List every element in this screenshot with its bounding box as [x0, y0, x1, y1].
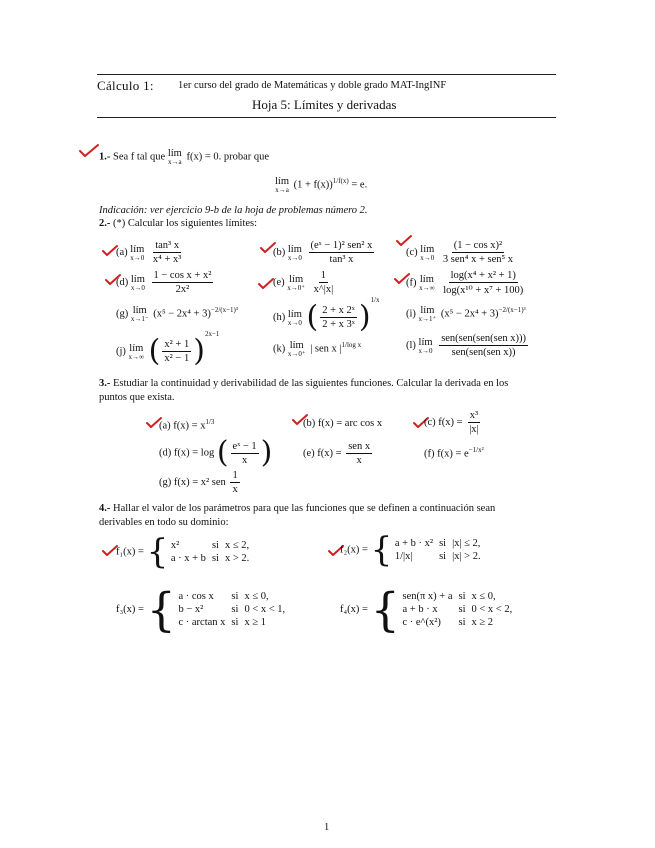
course-title: Cálculo 1: [97, 78, 154, 93]
exercise-1-label: 1.- [99, 151, 111, 163]
page-number: 1 [324, 822, 330, 833]
function-d: (d) f(x) = log ( $\frac{\text{eˣ − 1}}{x}$ ) [159, 435, 273, 470]
function-f: (f) $f(x) = e^{-1/x^2}$ [424, 446, 484, 460]
function-c: (c) f(x) = $\frac{\text{x³}}{|x|}$ [424, 410, 479, 435]
limit-i: (i) lím x→1⁺ $(x^5 - 2x^4 + 3)^{-2/(x-1)^3}$ [406, 305, 526, 323]
limit-h: (h) lím x→0 ( $\frac{\text{2 + x 2ˣ}}{\text{2 + x 3ˣ}}$ )$^{1/x}$ [273, 296, 380, 335]
limit-j: (j) lím x→∞ ( $\frac{\text{x² + 1}}{\text{x² − 1}}$ )$^{2x-1}$ [116, 330, 220, 369]
header-bottom-rule [97, 117, 556, 118]
exercise-1-condition: f(x) = 0. probar que [186, 151, 270, 163]
piecewise-f3: f₃(x) = { a · cos x si x ≤ 0, b − x² si 0 < x < 1, c · arctan x si x ≥ 1 [116, 582, 286, 637]
exercise-1-text: Sea f tal que [113, 151, 166, 163]
limit-a: (a) lím x→0 $\frac{\text{tan³ x}}{\text{x⁴ + x³}}$ [116, 240, 182, 265]
limit-b: (b) lím x→0 $\frac{\text{(eˣ − 1)² sen² x}}{\text{tan³ x}}$ [273, 240, 373, 265]
limit-e: (e) lím x→0⁺ $\frac{1}{x\^{}|x|}$ [273, 270, 334, 295]
exercise-1-hint: Indicación: ver ejercicio 9-b de la hoja de problemas número 2. [99, 205, 368, 216]
function-g: (g) f(x) = x² sen $\frac{1}{x}$ [159, 470, 238, 495]
limit-d: (d) lím x→0 $\frac{\text{1 − cos x + x²}}{\text{2x²}}$ [116, 270, 212, 295]
piecewise-f2: f₂(x) = { a + b · x² si |x| ≤ 2, 1/|x| si |x| > 2. [340, 530, 481, 570]
piecewise-f1: f₁(x) = { x² si x ≤ 2, a · x + b si x > 2. [116, 532, 250, 572]
limit-k: (k) lím x→0⁺ | sen x $|^{1/log x}$ [273, 340, 362, 358]
sheet-title: Hoja 5: Límites y derivadas [252, 97, 397, 112]
exercise-3-statement-line1: 3.- Estudiar la continuidad y derivabilidad de las siguientes funciones. Calcular la derivada en los [99, 378, 509, 389]
limit-c: (c) lím x→0 $\frac{\text{(1 − cos x)²}}{\text{3 sen⁴ x + sen⁵ x}}$ [406, 240, 514, 265]
check-mark-icon [78, 143, 100, 159]
limit-g: (g) lím x→1⁻ $(x^5 - 2x^4 + 3)^{-2/(x-1)^3}$ [116, 305, 238, 323]
exercise-1-formula: lím x→a $(1 + f(x))^{1/f(x)} = e$. [275, 176, 368, 194]
function-b: (b) f(x) = arc cos x [303, 418, 383, 429]
limit-l: (l) lím x→0 $\frac{\text{sen(sen(sen(sen x)))}}{\text{sen(sen(sen x))}}$ [406, 333, 527, 358]
exercise-1-statement [99, 148, 269, 166]
function-a: (a) $f(x) = x^{1/3}$ [159, 418, 215, 432]
exercise-4-statement-line2: derivables en todo su dominio: [99, 517, 229, 528]
piecewise-f4: f₄(x) = { sen(π x) + a si x ≤ 0, a + b · x si 0 < x < 2, c · e^(x²) si x ≥ 2 [340, 582, 513, 637]
function-e: (e) f(x) = $\frac{\text{sen x}}{x}$ [303, 441, 371, 466]
exercise-4-statement-line1: 4.- Hallar el valor de los parámetros para que las funciones que se definen a continuación sean [99, 503, 496, 514]
header-top-rule [97, 74, 556, 75]
limit-f: (f) lím x→∞ $\frac{\text{log(x⁴ + x² + 1)}}{\text{log(x¹⁰ + x⁷ + 100)}}$ [406, 270, 524, 296]
exercise-2-statement: 2.- (*) Calcular los siguientes límites: [99, 218, 258, 229]
exercise-1-lim: lím x→a [167, 148, 182, 166]
exercise-3-statement-line2: puntos que exista. [99, 392, 175, 403]
course-description: 1er curso del grado de Matemáticas y doble grado MAT-IngINF [178, 80, 447, 91]
